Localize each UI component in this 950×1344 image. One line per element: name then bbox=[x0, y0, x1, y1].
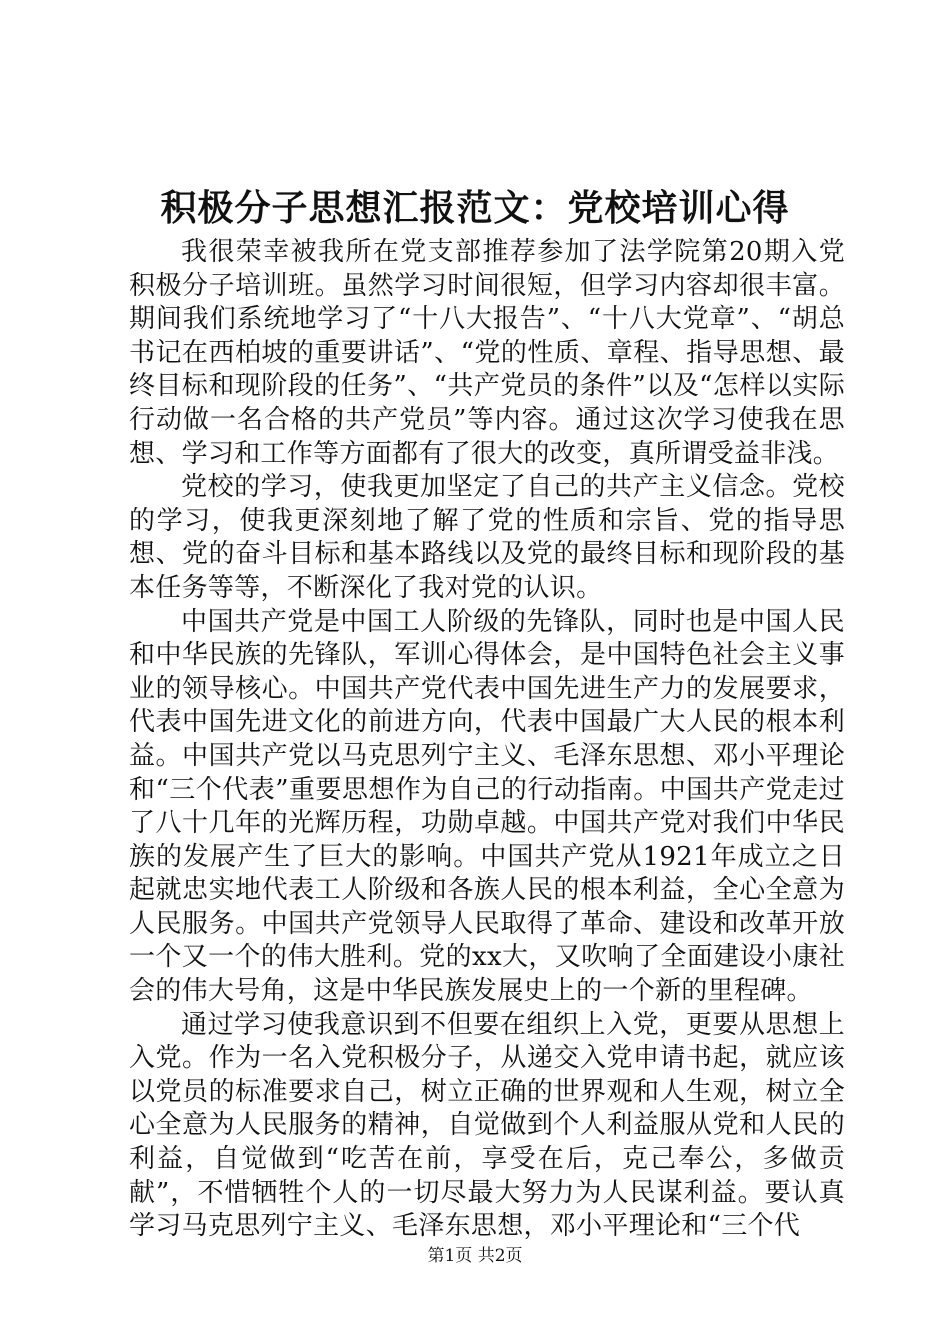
page-footer bbox=[0, 1245, 950, 1267]
page-number: 第1页 共2页 bbox=[427, 1246, 523, 1266]
paragraph-1: 我很荣幸被我所在党支部推荐参加了法学院第20期入党积极分子培训班。虽然学习时间很短，但学习内容却很丰富。期间我们系统地学习了“十八大报告”、“十八大党章”、“胡总书记在西柏坡的重要讲话”、“党的性质、章程、指导思想、最终目标和现阶段的任务”、“共产党员的条件”以及“怎样以实际行动做一名合格的共产党员”等内容。通过这次学习使我在思想、学习和工作等方面都有了很大的改变，真所谓受益非浅。 bbox=[129, 237, 845, 469]
paragraph-3: 中国共产党是中国工人阶级的先锋队，同时也是中国人民和中华民族的先锋队，军训心得体会，是中国特色社会主义事业的领导核心。中国共产党代表中国先进生产力的发展要求，代表中国先进文化的前进方向，代表中国最广大人民的根本利益。中国共产党以马克思列宁主义、毛泽东思想、邓小平理论和“三个代表”重要思想作为自己的行动指南。中国共产党走过了八十几年的光辉历程，功勋卓越。中国共产党对我们中华民族的发展产生了巨大的影响。中国共产党从1921年成立之日起就忠实地代表工人阶级和各族人民的根本利益，全心全意为人民服务。中国共产党领导人民取得了革命、建设和改革开放一个又一个的伟大胜利。党的xx大，又吹响了全面建设小康社会的伟大号角，这是中华民族发展史上的一个新的里程碑。 bbox=[129, 606, 845, 1007]
paragraph-2: 党校的学习，使我更加坚定了自己的共产主义信念。党校的学习，使我更深刻地了解了党的性质和宗旨、党的指导思想、党的奋斗目标和基本路线以及党的最终目标和现阶段的基本任务等等，不断深化了我对党的认识。 bbox=[129, 472, 845, 603]
document-title: 积极分子思想汇报范文：党校培训心得 bbox=[160, 187, 790, 229]
paragraph-4: 通过学习使我意识到不但要在组织上入党，更要从思想上入党。作为一名入党积极分子，从递交入党申请书起，就应该以党员的标准要求自己，树立正确的世界观和人生观，树立全心全意为人民服务的精神，自觉做到个人利益服从党和人民的利益，自觉做到“吃苦在前，享受在后，克己奉公，多做贡献”，不惜牺牲个人的一切尽最大努力为人民谋利益。要认真学习马克思列宁主义、毛泽东思想，邓小平理论和“三个代 bbox=[129, 1009, 845, 1242]
document-body bbox=[129, 236, 845, 1244]
